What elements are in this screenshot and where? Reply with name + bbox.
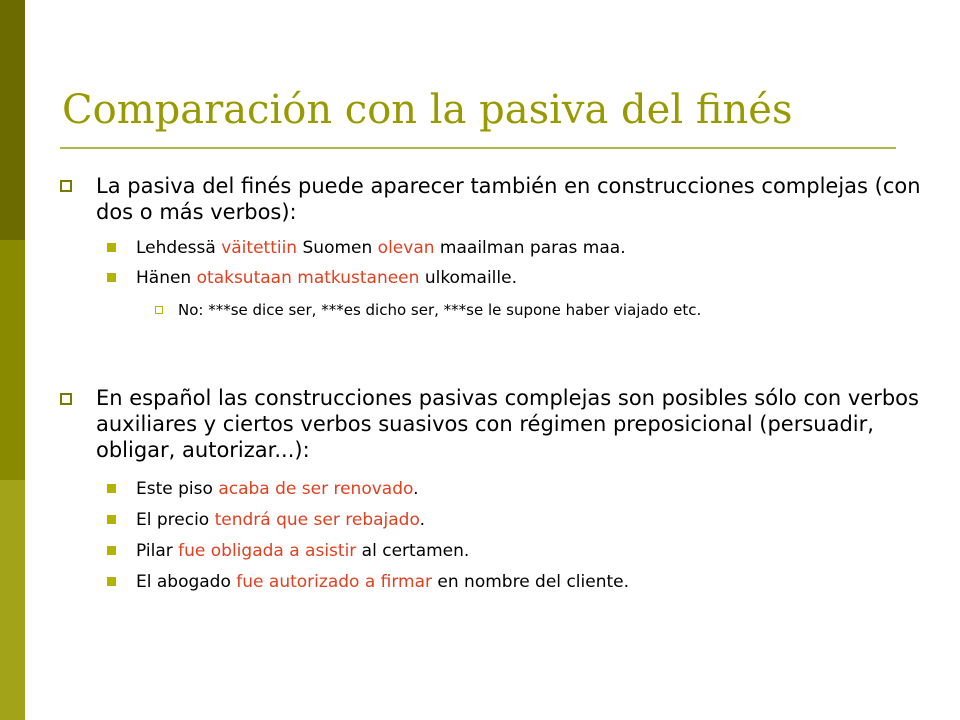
example-text: Este piso xyxy=(136,479,219,499)
filled-square-bullet-icon xyxy=(107,484,116,493)
highlighted-verb: olevan xyxy=(377,238,435,258)
example-el-precio xyxy=(136,509,425,531)
filled-square-bullet-icon xyxy=(107,243,116,252)
left-band-light xyxy=(0,480,25,720)
filled-square-bullet-icon xyxy=(107,577,116,586)
example-text: Suomen xyxy=(297,238,378,258)
highlighted-verb: fue autorizado a firmar xyxy=(236,572,433,592)
example-text: El precio xyxy=(136,510,215,530)
example-pilar xyxy=(136,540,469,562)
left-band-dark xyxy=(0,0,25,240)
highlighted-verb: otaksutaan matkustaneen xyxy=(196,268,420,288)
example-text: en nombre del cliente. xyxy=(432,572,629,592)
bullet-finnish-passive: La pasiva del finés puede aparecer también en construcciones complejas (con dos o más verbos): xyxy=(96,174,921,224)
highlighted-verb: acaba de ser renovado xyxy=(218,479,414,499)
example-hanen xyxy=(136,267,517,289)
example-el-abogado xyxy=(136,571,629,593)
title-divider xyxy=(60,147,896,149)
small-hollow-square-bullet-icon xyxy=(155,306,163,314)
example-text: . xyxy=(413,479,419,499)
bullet-spanish-passive: En español las construcciones pasivas complejas son posibles sólo con verbos auxiliares y ciertos verbos suasivos con régimen preposicional (persuadir, obligar, autorizar...): xyxy=(96,386,919,462)
example-text: . xyxy=(419,510,425,530)
highlighted-verb: väitettiin xyxy=(221,238,298,258)
highlighted-verb: fue obligada a asistir xyxy=(178,541,357,561)
example-lehdessa xyxy=(136,237,626,259)
example-text: Hänen xyxy=(136,268,197,288)
hollow-square-bullet-icon xyxy=(60,180,72,192)
spanish-counterexamples: No: ***se dice ser, ***es dicho ser, ***se le supone haber viajado etc. xyxy=(178,301,702,319)
example-text: El abogado xyxy=(136,572,237,592)
example-text: Lehdessä xyxy=(136,238,222,258)
example-text: ulkomaille. xyxy=(419,268,517,288)
example-este-piso xyxy=(136,478,419,500)
left-band-mid xyxy=(0,240,25,480)
example-text: Pilar xyxy=(136,541,179,561)
example-text: al certamen. xyxy=(356,541,470,561)
filled-square-bullet-icon xyxy=(107,273,116,282)
filled-square-bullet-icon xyxy=(107,515,116,524)
hollow-square-bullet-icon xyxy=(60,393,72,405)
slide-title: Comparación con la pasiva del finés xyxy=(62,87,793,133)
filled-square-bullet-icon xyxy=(107,546,116,555)
example-text: maailman paras maa. xyxy=(434,238,626,258)
highlighted-verb: tendrá que ser rebajado xyxy=(214,510,420,530)
